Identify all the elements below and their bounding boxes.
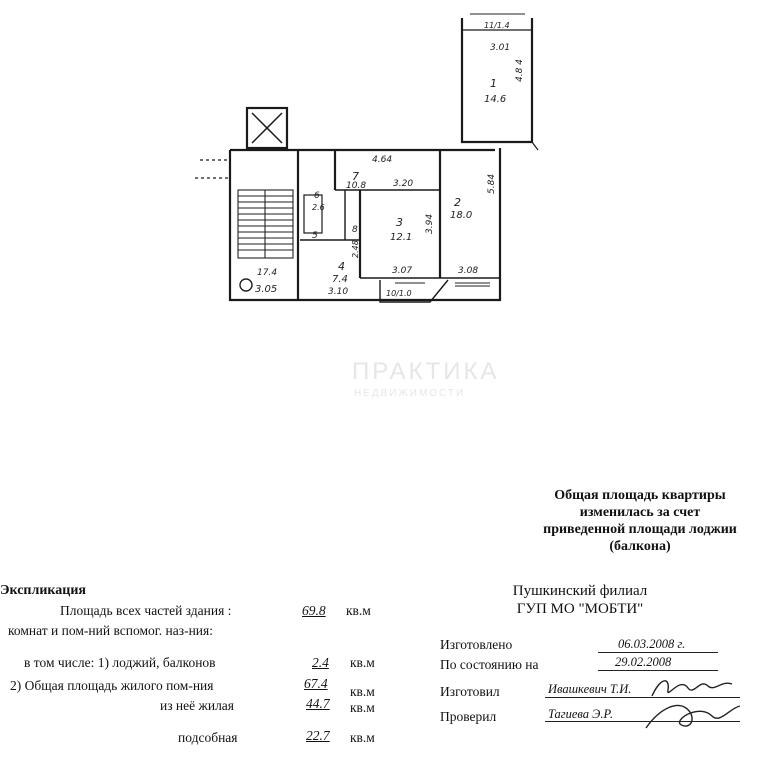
room-number: 8 bbox=[352, 225, 358, 235]
stair-area: 17.4 bbox=[257, 268, 278, 278]
room-number: 6 bbox=[314, 191, 320, 201]
room-area: 10.8 bbox=[346, 181, 367, 191]
checker-name: Тагиева Э.Р. bbox=[548, 707, 613, 721]
made-label: Изготовлено bbox=[440, 637, 513, 652]
room-dim: 5.84 bbox=[487, 173, 497, 194]
room-number: 7 bbox=[352, 170, 359, 183]
watermark-sub: НЕДВИЖИМОСТИ bbox=[354, 388, 466, 399]
room-dim: 3.10 bbox=[328, 287, 349, 297]
room-area: 7.4 bbox=[332, 274, 348, 285]
explication-label: подсобная bbox=[178, 730, 238, 745]
room-dim: 3.08 bbox=[458, 266, 479, 276]
area-change-note: Общая площадь квартиры изменилась за счет приведенной площади лоджии (балкона) bbox=[543, 488, 737, 554]
explication-unit: кв.м bbox=[350, 700, 375, 715]
office-org: ГУП МО "МОБТИ" bbox=[516, 601, 644, 617]
balcony-dim: 10/1.0 bbox=[386, 289, 412, 298]
explication-unit: кв.м bbox=[350, 655, 375, 670]
room-number: 2 bbox=[454, 196, 461, 209]
explication-unit: кв.м bbox=[350, 684, 375, 699]
signature-scribble bbox=[640, 668, 750, 738]
explication-unit: кв.м bbox=[346, 603, 371, 618]
maker-name: Ивашкевич Т.И. bbox=[548, 682, 632, 696]
explication-title: Экспликация bbox=[0, 583, 86, 598]
state-label: По состоянию на bbox=[440, 657, 539, 672]
room-area: 2.6 bbox=[312, 203, 325, 212]
maker-label: Изготовил bbox=[440, 684, 500, 699]
explication-value: 2.4 bbox=[312, 655, 329, 670]
explication-value: 44.7 bbox=[306, 696, 330, 711]
state-date: 29.02.2008 bbox=[615, 655, 672, 669]
balcony-dim: 11/1.4 bbox=[484, 21, 510, 30]
watermark: ПРАКТИКА bbox=[352, 358, 500, 385]
explication-label: из неё жилая bbox=[160, 698, 235, 713]
explication-label: 2) Общая площадь жилого пом-ния bbox=[10, 678, 214, 693]
room-dim: 4.64 bbox=[372, 155, 393, 165]
room-area: 12.1 bbox=[390, 232, 413, 243]
explication-label: Площадь всех частей здания : bbox=[60, 603, 232, 618]
checker-label: Проверил bbox=[440, 709, 497, 724]
room-dim: 3.01 bbox=[490, 43, 511, 53]
room-dim: 3.07 bbox=[392, 266, 413, 276]
room-number: 1 bbox=[490, 77, 497, 90]
room-number: 4 bbox=[338, 260, 345, 273]
explication-value: 69.8 bbox=[302, 603, 326, 618]
room-number: 3 bbox=[396, 216, 403, 229]
room-area: 14.6 bbox=[484, 94, 507, 105]
explication-value: 67.4 bbox=[304, 676, 328, 691]
room-dim: 3.94 bbox=[425, 213, 435, 234]
room-number: 5 bbox=[312, 231, 318, 241]
explication-unit: кв.м bbox=[350, 730, 375, 745]
made-date: 06.03.2008 г. bbox=[618, 637, 686, 651]
explication-value: 22.7 bbox=[306, 728, 330, 743]
explication-label: комнат и пом-ний вспомог. наз-ния: bbox=[8, 623, 213, 638]
room-dim: 3.20 bbox=[393, 179, 414, 189]
room-dim: 2.48 bbox=[351, 240, 360, 258]
room-dim: 4.8 4 bbox=[515, 59, 525, 82]
explication-label: в том числе: 1) лоджий, балконов bbox=[24, 655, 216, 670]
stair-dim: 3.05 bbox=[255, 284, 278, 295]
room-area: 18.0 bbox=[450, 210, 473, 221]
office-name: Пушкинский филиал bbox=[512, 583, 648, 599]
